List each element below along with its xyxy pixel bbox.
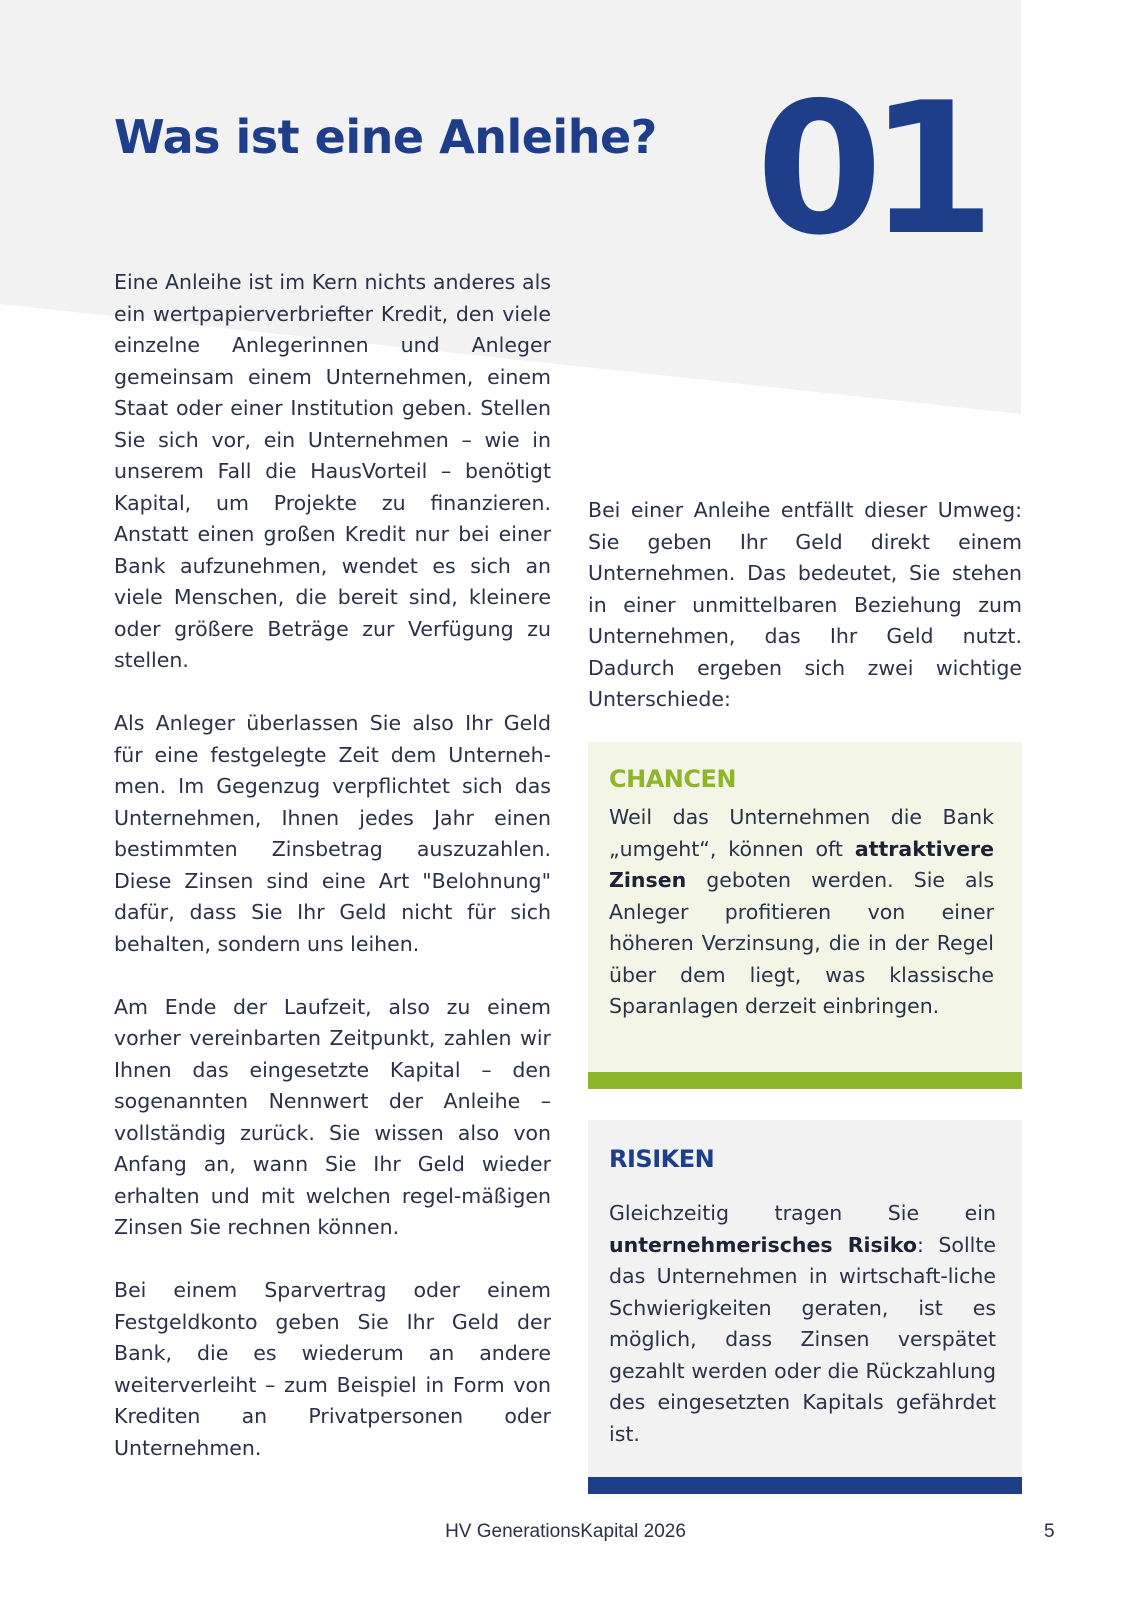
- chancen-accent-bar: [588, 1072, 1022, 1089]
- footer-text: HV GenerationsKapital 2026: [445, 1521, 686, 1542]
- paragraph-maturity: Am Ende der Laufzeit, also zu einem vorher vereinbarten Zeitpunkt, zahlen wir Ihnen das eingesetzte Kapital – den sogenannten Nennwert der Anleihe – vollständig zurück. Sie wissen also von Anfang an, wann Sie Ihr Geld wieder erhalten und mit welchen regel-mäßigen Zinsen Sie rechnen können.: [114, 994, 551, 1239]
- chancen-emphasis: attraktivere Zinsen: [609, 836, 994, 892]
- page-number: 5: [1044, 1521, 1055, 1542]
- left-column: [114, 267, 551, 1496]
- chancen-box: [588, 742, 1022, 1089]
- risiken-emphasis: unternehmerisches Risiko: [609, 1232, 917, 1257]
- risiken-box: [588, 1120, 1022, 1494]
- paragraph-investor: Als Anleger überlassen Sie also Ihr Geld für eine festgelegte Zeit dem Unterneh-men. Im Gegenzug verpflichtet sich das Unternehmen, Ihnen jedes Jahr einen bestimmten Zinsbetrag auszuzahlen. Diese Zinsen sind eine Art "Belohnung" dafür, dass Sie Ihr Geld nicht für sich behalten, sondern uns leihen.: [114, 711, 551, 956]
- risiken-accent-bar: [588, 1477, 1022, 1494]
- risiken-heading: RISIKEN: [609, 1145, 715, 1173]
- paragraph-difference-intro: Bei einer Anleihe entfällt dieser Umweg: Sie geben Ihr Geld direkt einem Unternehmen. Das bedeutet, Sie stehen in einer unmittelbaren Beziehung zum Unternehmen, das Ihr Geld nutzt. Dadurch ergeben sich zwei wichtige Unterschiede:: [588, 498, 1022, 711]
- paragraph-savings-comparison: Bei einem Sparvertrag oder einem Festgeldkonto geben Sie Ihr Geld der Bank, die es wiederum an andere weiterverleiht – zum Beispiel in Form von Krediten an Privatpersonen oder Unternehmen.: [114, 1278, 551, 1460]
- page-title: Was ist eine Anleihe?: [114, 110, 657, 164]
- paragraph-intro: Eine Anleihe ist im Kern nichts anderes als ein wertpapierverbriefter Kredit, den viele einzelne Anlegerinnen und Anleger gemeinsam einem Unternehmen, einem Staat oder einer Institution geben. Stellen Sie sich vor, ein Unternehmen – wie in unserem Fall die HausVorteil – benötigt Kapital, um Projekte zu finanzieren. Anstatt einen großen Kredit nur bei einer Bank aufzunehmen, wendet es sich an viele Menschen, die bereit sind, kleinere oder größere Beträge zur Verfügung zu stellen.: [114, 270, 551, 672]
- chancen-heading: CHANCEN: [609, 765, 736, 793]
- right-column: [588, 495, 1022, 716]
- chancen-text: Weil das Unternehmen die Bank „umgeht“, können oft attraktivere Zinsen geboten werden. Sie als Anleger profitieren von einer höheren Verzinsung, die in der Regel über dem liegt, was klassische Sparanlagen derzeit einbringen.: [609, 805, 994, 1018]
- risiken-text: Gleichzeitig tragen Sie ein unternehmerisches Risiko: Sollte das Unternehmen in wirtschaft-liche Schwierigkeiten geraten, ist es möglich, dass Zinsen verspätet gezahlt werden oder die Rückzahlung des eingesetzten Kapitals gefährdet ist.: [609, 1201, 996, 1446]
- chapter-number: 01: [756, 63, 982, 275]
